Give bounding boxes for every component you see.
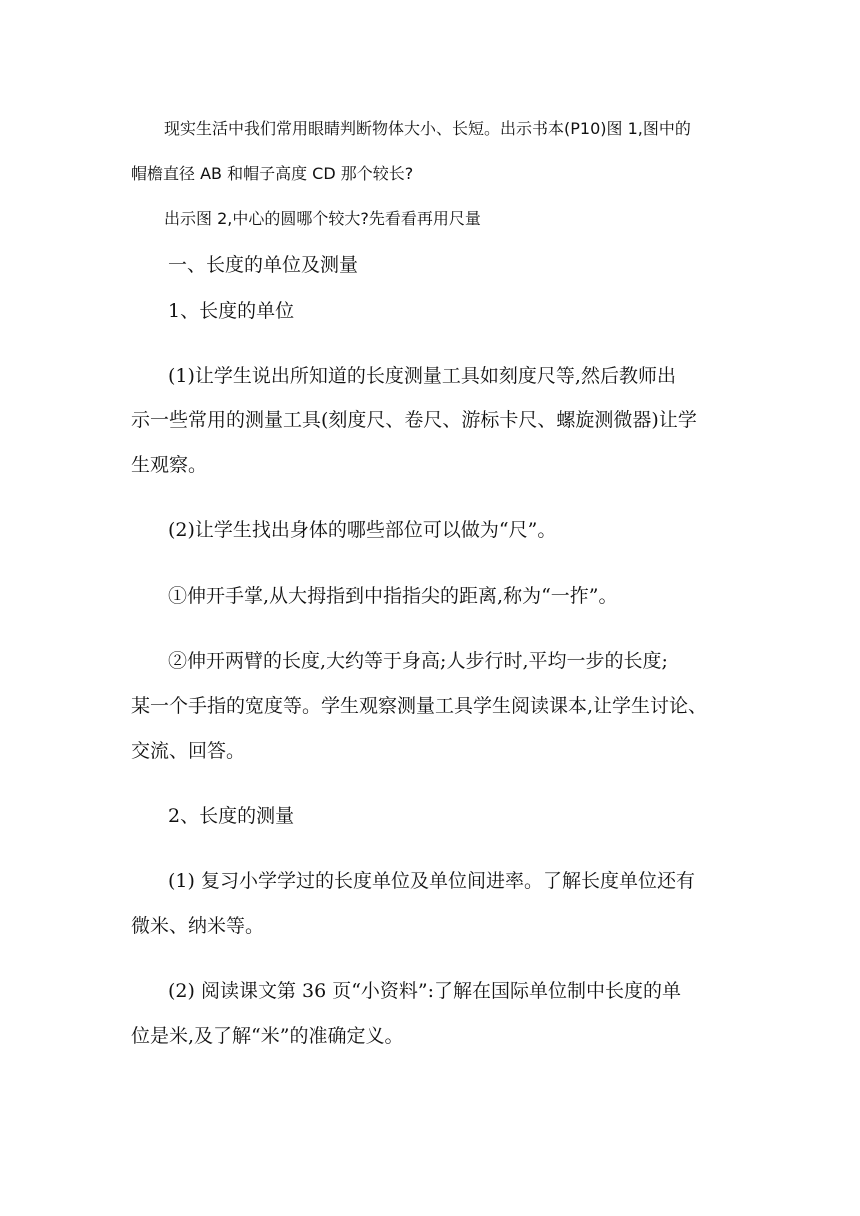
- measurement-item-1-line-2: 微米、纳米等。: [131, 915, 265, 937]
- measurement-item-2-line-2: 位是米,及了解“米”的准确定义。: [131, 1025, 404, 1047]
- item-1-line-1: (1)让学生说出所知道的长度测量工具如刻度尺等,然后教师出: [168, 365, 676, 387]
- item-1-line-3: 生观察。: [131, 454, 208, 476]
- item-circled-2-line-3: 交流、回答。: [131, 740, 246, 762]
- subsection-heading-units: 1、长度的单位: [168, 300, 295, 322]
- item-1-line-2: 示一些常用的测量工具(刻度尺、卷尺、游标卡尺、螺旋测微器)让学: [131, 409, 697, 431]
- item-circled-2-line-1: ②伸开两臂的长度,大约等于身高;人步行时,平均一步的长度;: [168, 650, 668, 672]
- intro-paragraph-line-2: 帽檐直径 AB 和帽子高度 CD 那个较长?: [131, 164, 414, 183]
- item-2-line: (2)让学生找出身体的哪些部位可以做为“尺”。: [168, 519, 557, 541]
- section-heading-length-units: 一、长度的单位及测量: [168, 254, 359, 276]
- item-circled-1: ①伸开手掌,从大拇指到中指指尖的距离,称为“一拃”。: [168, 585, 618, 607]
- intro-paragraph-line-1: 现实生活中我们常用眼睛判断物体大小、长短。出示书本(P10)图 1,图中的: [164, 119, 691, 138]
- measurement-item-1-line-1: (1) 复习小学学过的长度单位及单位间进率。了解长度单位还有: [168, 870, 695, 892]
- item-circled-2-line-2: 某一个手指的宽度等。学生观察测量工具学生阅读课本,让学生讨论、: [131, 695, 708, 717]
- figure-2-paragraph: 出示图 2,中心的圆哪个较大?先看看再用尺量: [164, 209, 481, 228]
- measurement-item-2-line-1: (2) 阅读课文第 36 页“小资料”:了解在国际单位制中长度的单: [168, 980, 682, 1002]
- subsection-heading-measurement: 2、长度的测量: [168, 805, 295, 827]
